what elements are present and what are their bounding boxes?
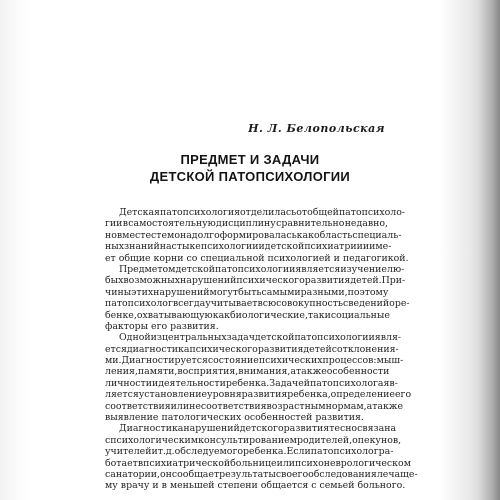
chapter-title [140, 151, 360, 185]
text-line: санатории, он сообщает результаты своего обследования лечаще- [105, 468, 418, 480]
text-line: выявление патологических особенностей развития. [105, 412, 364, 424]
text-line: ных знаний на стыке психологии и детской психиатрии и име- [105, 241, 392, 253]
book-spine-shadow [478, 0, 500, 500]
chapter-title-line-1: ПРЕДМЕТ И ЗАДАЧИ [180, 152, 320, 167]
text-line: ется диагностика психического развития детей с отклонения- [105, 343, 399, 355]
text-line: с психологическим консультированием родителей, опекунов, [105, 434, 402, 446]
text-line: бенке, охватывающую как биологические, так и социальные [105, 309, 390, 321]
text-line: учителей и т. д. обследуемого ребенка. Если патопсихолог ра- [105, 446, 394, 458]
author-name: Н. Л. Белопольская [248, 122, 385, 135]
text-line: факторы его развития. [105, 320, 219, 332]
text-line: Предметом детской патопсихологии является изучение лю- [119, 263, 405, 275]
body-text [105, 207, 418, 492]
text-line: личности и деятельности ребенка. Задачей патопсихолога яв- [105, 377, 398, 389]
text-line: му врачу и в меньшей степени общается с семьей больного. [105, 480, 406, 492]
text-line: но вместе с тем она долго формировалась как область специаль- [105, 229, 402, 241]
text-line: чины этих нарушений могут быть самыми разными, поэтому [105, 286, 389, 298]
text-line: ет общие корни со специальной психологией и педагогикой. [105, 252, 409, 264]
text-line: соответствия или несоответствия возрастным нормам, а также [105, 400, 404, 412]
text-line: гии в самостоятельную дисциплину сравнительно недавно, [105, 218, 388, 230]
text-line: Одной из центральных задач детской патопсихологии явля- [119, 332, 402, 344]
text-line: ляется установление уровня развития ребенка, определение его [105, 389, 412, 401]
text-line: ми. Диагностируется состояние психических процессов: мыш- [105, 355, 404, 367]
text-line: Диагностика нарушений детского развития тесно связана [119, 423, 397, 435]
chapter-title-line-2: ДЕТСКОЙ ПАТОПСИХОЛОГИИ [149, 169, 351, 184]
text-line: патопсихолог всегда учитывает всю совокупность сведений о ре- [105, 298, 410, 310]
text-line: ботает в психиатрической больнице или психоневрологическом [105, 457, 411, 469]
text-line: Детская патопсихология отделилась от общей патопсихоло- [119, 207, 406, 218]
text-line: ления, памяти, восприятия, внимания, а также особенности [105, 366, 390, 378]
text-line: бых возможных нарушений психического развития детей. При- [105, 275, 406, 287]
